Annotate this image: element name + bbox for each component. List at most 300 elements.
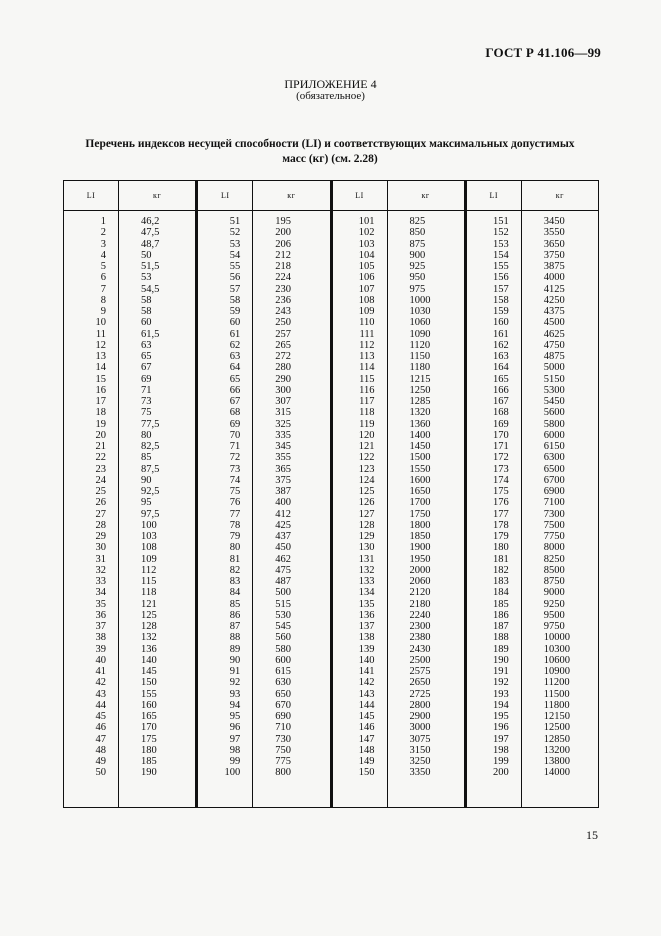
load-index-cell: 157 (493, 283, 509, 295)
load-index-cell: 13 (95, 351, 106, 362)
mass-cell: 825 (409, 216, 426, 227)
load-index-cell: 9 (100, 306, 106, 317)
load-index-cell: 194 (493, 699, 509, 711)
mass-cell: 67 (141, 362, 152, 374)
load-index-cell: 142 (358, 677, 375, 689)
load-index-cell: 147 (358, 733, 375, 745)
load-index-cell: 11 (95, 328, 106, 340)
mass-cell: 7300 (543, 508, 565, 520)
mass-cell: 3875 (543, 261, 565, 272)
li-column-header: LI (198, 181, 252, 211)
load-index-cell: 195 (493, 711, 509, 722)
load-index-cell: 29 (95, 531, 106, 542)
mass-cell: 1030 (409, 306, 431, 317)
load-index-cell: 101 (358, 216, 375, 227)
load-index-cell: 148 (358, 744, 375, 756)
mass-cell: 136 (141, 643, 157, 655)
mass-cell: 1800 (409, 519, 431, 531)
mass-cell: 206 (275, 238, 291, 250)
mass-cell: 1500 (409, 452, 431, 464)
mass-cell: 670 (275, 699, 291, 711)
mass-cell: 4750 (543, 339, 565, 351)
load-index-cell: 57 (229, 283, 241, 295)
mass-cell: 155 (141, 688, 157, 700)
mass-cell: 6300 (543, 452, 565, 464)
load-index-cell: 69 (229, 418, 241, 430)
mass-cell: 515 (275, 598, 291, 610)
mass-cell: 58 (141, 294, 152, 306)
load-index-cell: 59 (229, 306, 241, 317)
load-index-cell: 188 (493, 632, 509, 644)
load-index-cell: 14 (95, 362, 106, 374)
mass-cell: 2180 (409, 598, 431, 610)
load-index-cell: 40 (95, 654, 106, 666)
mass-cell: 13200 (543, 744, 570, 756)
mass-cell: 224 (275, 272, 291, 284)
load-index-cell: 124 (358, 474, 375, 486)
load-index-cell: 168 (493, 407, 509, 419)
load-index-cell: 107 (358, 283, 375, 295)
page-number: 15 (586, 828, 598, 842)
mass-cell: 800 (275, 767, 291, 779)
mass-cell: 365 (275, 463, 291, 475)
load-index-cell: 170 (493, 429, 509, 441)
mass-cell: 4250 (543, 294, 565, 306)
mass-cell: 850 (409, 227, 426, 239)
mass-cell: 3250 (409, 756, 431, 767)
mass-cell: 1285 (409, 396, 431, 407)
mass-cell: 387 (275, 486, 291, 497)
load-index-cell: 30 (95, 542, 106, 554)
mass-cell: 775 (275, 756, 291, 767)
load-index-cell: 22 (95, 452, 106, 464)
mass-cell: 1120 (409, 339, 431, 351)
load-index-cell: 126 (358, 497, 375, 509)
mass-cell: 14000 (543, 767, 570, 779)
load-index-cell: 177 (493, 508, 509, 520)
mass-cell: 2300 (409, 621, 431, 632)
mass-cell: 8000 (543, 542, 565, 554)
load-index-cell: 104 (358, 249, 375, 261)
mass-cell: 1650 (409, 486, 431, 497)
load-index-cell: 3 (100, 238, 106, 250)
load-index-cell: 64 (229, 362, 241, 374)
load-index-cell: 187 (493, 621, 509, 632)
load-index-cell: 200 (493, 767, 509, 779)
kg-column (387, 181, 464, 807)
load-index-cell: 130 (358, 542, 375, 554)
mass-cell: 280 (275, 362, 291, 374)
mass-cell: 462 (275, 553, 291, 565)
mass-cell: 73 (141, 396, 152, 407)
mass-cell: 3350 (409, 767, 431, 779)
load-index-cell: 17 (95, 396, 106, 407)
mass-cell: 1180 (409, 362, 431, 374)
load-index-cell: 140 (358, 654, 375, 666)
table-column-group (195, 181, 329, 807)
mass-cell: 61,5 (141, 328, 160, 340)
load-index-cell: 8 (100, 294, 106, 306)
load-index-cell: 20 (95, 429, 106, 441)
load-index-cell: 91 (229, 666, 241, 677)
mass-cell: 50 (141, 249, 152, 261)
mass-cell: 4500 (543, 317, 565, 329)
mass-cell: 2650 (409, 677, 431, 689)
load-index-cell: 132 (358, 564, 375, 576)
mass-cell: 487 (275, 576, 291, 587)
load-index-cell: 100 (224, 767, 241, 779)
table-title-line-2: масс (кг) (см. 2.28) (282, 153, 378, 165)
load-index-cell: 87 (229, 621, 241, 632)
load-index-table (63, 180, 599, 808)
mass-cell: 150 (141, 677, 157, 689)
load-index-cell: 63 (229, 351, 241, 362)
load-index-cell: 137 (358, 621, 375, 632)
load-index-cell: 184 (493, 587, 509, 599)
mass-cell: 530 (275, 609, 291, 621)
kg-column-header: кг (253, 181, 329, 211)
mass-cell: 243 (275, 306, 291, 317)
load-index-cell: 61 (229, 328, 241, 340)
mass-cell: 145 (141, 666, 157, 677)
load-index-cell: 150 (358, 767, 375, 779)
load-index-cell: 90 (229, 654, 241, 666)
load-index-cell: 56 (229, 272, 241, 284)
mass-cell: 1750 (409, 508, 431, 520)
mass-cell: 118 (141, 587, 157, 599)
mass-cell: 1700 (409, 497, 431, 509)
mass-cell: 475 (275, 564, 291, 576)
mass-cell: 10000 (543, 632, 570, 644)
load-index-cell: 127 (358, 508, 375, 520)
load-index-cell: 2 (100, 227, 106, 239)
mass-cell: 8250 (543, 553, 565, 565)
mass-cell: 185 (141, 756, 157, 767)
load-index-cell: 158 (493, 294, 509, 306)
mass-cell: 3650 (543, 238, 565, 250)
mass-cell: 10300 (543, 643, 570, 655)
mass-cell: 500 (275, 587, 291, 599)
load-index-cell: 109 (358, 306, 375, 317)
mass-cell: 2500 (409, 654, 431, 666)
mass-cell: 300 (275, 384, 291, 396)
mass-cell: 13800 (543, 756, 570, 767)
mass-cell: 335 (275, 429, 291, 441)
mass-cell: 11800 (543, 699, 570, 711)
load-index-cell: 159 (493, 306, 509, 317)
mass-cell: 195 (275, 216, 291, 227)
mass-cell: 2725 (409, 688, 431, 700)
load-index-cell: 79 (229, 531, 241, 542)
mass-cell: 75 (141, 407, 152, 419)
load-index-cell: 34 (95, 587, 106, 599)
mass-cell: 545 (275, 621, 291, 632)
li-column-header: LI (333, 181, 387, 211)
load-index-cell: 164 (493, 362, 509, 374)
load-index-cell: 117 (359, 396, 375, 407)
load-index-cell: 6 (100, 272, 106, 284)
mass-cell: 2240 (409, 609, 431, 621)
load-index-cell: 134 (358, 587, 375, 599)
mass-cell: 112 (141, 564, 157, 576)
mass-cell: 290 (275, 373, 291, 385)
mass-cell: 121 (141, 598, 157, 610)
load-index-cell: 135 (358, 598, 375, 610)
mass-cell: 3150 (409, 744, 431, 756)
load-index-cell: 152 (493, 227, 509, 239)
load-index-cell: 118 (359, 407, 375, 419)
mass-cell: 3550 (543, 227, 565, 239)
mass-cell: 1250 (409, 384, 431, 396)
appendix-subtitle: (обязательное) (296, 90, 365, 102)
mass-cell: 580 (275, 643, 291, 655)
mass-cell: 60 (141, 317, 152, 329)
load-index-cell: 24 (95, 474, 106, 486)
mass-cell: 630 (275, 677, 291, 689)
mass-cell: 425 (275, 519, 291, 531)
mass-cell: 1215 (409, 373, 431, 385)
load-index-cell: 73 (229, 463, 241, 475)
mass-cell: 690 (275, 711, 291, 722)
li-column (198, 181, 252, 807)
mass-cell: 53 (141, 272, 152, 284)
mass-cell: 1000 (409, 294, 431, 306)
load-index-cell: 58 (229, 294, 241, 306)
mass-cell: 450 (275, 542, 291, 554)
mass-cell: 600 (275, 654, 291, 666)
load-index-cell: 31 (95, 553, 106, 565)
mass-cell: 87,5 (141, 463, 160, 475)
mass-cell: 1450 (409, 441, 431, 452)
mass-cell: 1950 (409, 553, 431, 565)
load-index-cell: 103 (358, 238, 375, 250)
mass-cell: 1900 (409, 542, 431, 554)
load-index-cell: 183 (493, 576, 509, 587)
load-index-cell: 15 (95, 373, 106, 385)
load-index-cell: 186 (493, 609, 509, 621)
load-index-cell: 160 (493, 317, 509, 329)
load-index-cell: 81 (229, 553, 241, 565)
load-index-cell: 92 (229, 677, 241, 689)
li-column-header: LI (64, 181, 118, 211)
mass-cell: 175 (141, 733, 157, 745)
mass-cell: 1850 (409, 531, 431, 542)
load-index-cell: 96 (229, 722, 241, 734)
appendix-title: ПРИЛОЖЕНИЕ 4 (284, 77, 377, 91)
load-index-cell: 161 (493, 328, 509, 340)
load-index-cell: 93 (229, 688, 241, 700)
load-index-cell: 27 (95, 508, 106, 520)
load-index-cell: 145 (358, 711, 375, 722)
load-index-cell: 122 (358, 452, 375, 464)
mass-cell: 875 (409, 238, 426, 250)
load-index-cell: 52 (229, 227, 241, 239)
load-index-cell: 198 (493, 744, 509, 756)
mass-cell: 165 (141, 711, 157, 722)
load-index-cell: 21 (95, 441, 106, 452)
mass-cell: 9250 (543, 598, 565, 610)
mass-cell: 180 (141, 744, 157, 756)
load-index-cell: 76 (229, 497, 241, 509)
table-column-group (330, 181, 464, 807)
mass-cell: 69 (141, 373, 152, 385)
load-index-cell: 5 (100, 261, 106, 272)
mass-cell: 97,5 (141, 508, 160, 520)
mass-cell: 54,5 (141, 283, 160, 295)
load-index-cell: 189 (493, 643, 509, 655)
mass-cell: 9500 (543, 609, 565, 621)
mass-cell: 190 (141, 767, 157, 779)
load-index-cell: 180 (493, 542, 509, 554)
load-index-cell: 88 (229, 632, 241, 644)
mass-cell: 11500 (543, 688, 570, 700)
mass-cell: 125 (141, 609, 157, 621)
mass-cell: 5300 (543, 384, 565, 396)
mass-cell: 7750 (543, 531, 565, 542)
mass-cell: 46,2 (141, 216, 160, 227)
load-index-cell: 36 (95, 609, 106, 621)
load-index-cell: 85 (229, 598, 241, 610)
load-index-cell: 162 (493, 339, 509, 351)
load-index-cell: 41 (95, 666, 106, 677)
load-index-cell: 72 (229, 452, 241, 464)
load-index-cell: 82 (229, 564, 241, 576)
mass-cell: 925 (409, 261, 426, 272)
load-index-cell: 171 (493, 441, 509, 452)
mass-cell: 170 (141, 722, 157, 734)
mass-cell: 325 (275, 418, 291, 430)
load-index-cell: 105 (358, 261, 375, 272)
load-index-cell: 66 (229, 384, 241, 396)
mass-cell: 615 (275, 666, 291, 677)
load-index-cell: 173 (493, 463, 509, 475)
mass-cell: 730 (275, 733, 291, 745)
load-index-cell: 153 (493, 238, 509, 250)
li-column (467, 181, 521, 807)
mass-cell: 3000 (409, 722, 431, 734)
mass-cell: 560 (275, 632, 291, 644)
mass-cell: 307 (275, 396, 291, 407)
load-index-cell: 185 (493, 598, 509, 610)
mass-cell: 230 (275, 283, 291, 295)
load-index-cell: 143 (358, 688, 375, 700)
mass-cell: 109 (141, 553, 157, 565)
mass-cell: 218 (275, 261, 291, 272)
mass-cell: 9000 (543, 587, 565, 599)
mass-cell: 5150 (543, 373, 565, 385)
load-index-cell: 98 (229, 744, 241, 756)
li-column (333, 181, 387, 807)
load-index-cell: 44 (95, 699, 106, 711)
load-index-cell: 108 (358, 294, 375, 306)
mass-cell: 1550 (409, 463, 431, 475)
table-title-line-1: Перечень индексов несущей способности (LI) и соответствующих максимальных допустимых (85, 138, 575, 150)
load-index-cell: 114 (359, 362, 375, 374)
load-index-cell: 37 (95, 621, 106, 632)
load-index-cell: 191 (493, 666, 509, 677)
load-index-cell: 190 (493, 654, 509, 666)
mass-cell: 400 (275, 497, 291, 509)
mass-cell: 4875 (543, 351, 565, 362)
table-title (75, 137, 585, 167)
mass-cell: 65 (141, 351, 152, 362)
kg-column-header: кг (388, 181, 464, 211)
load-index-cell: 155 (493, 261, 509, 272)
mass-cell: 4375 (543, 306, 565, 317)
load-index-cell: 165 (493, 373, 509, 385)
load-index-cell: 156 (493, 272, 509, 284)
mass-cell: 8500 (543, 564, 565, 576)
mass-cell: 71 (141, 384, 152, 396)
mass-cell: 6700 (543, 474, 565, 486)
load-index-cell: 94 (229, 699, 241, 711)
mass-cell: 2575 (409, 666, 431, 677)
mass-cell: 4000 (543, 272, 565, 284)
mass-cell: 92,5 (141, 486, 160, 497)
mass-cell: 100 (141, 519, 157, 531)
mass-cell: 650 (275, 688, 291, 700)
mass-cell: 236 (275, 294, 291, 306)
mass-cell: 11200 (543, 677, 570, 689)
load-index-cell: 23 (95, 463, 106, 475)
load-index-cell: 1 (100, 216, 106, 227)
mass-cell: 108 (141, 542, 157, 554)
load-index-cell: 71 (229, 441, 241, 452)
load-index-cell: 35 (95, 598, 106, 610)
load-index-cell: 33 (95, 576, 106, 587)
load-index-cell: 174 (493, 474, 509, 486)
load-index-cell: 179 (493, 531, 509, 542)
kg-column (521, 181, 598, 807)
load-index-cell: 75 (229, 486, 241, 497)
mass-cell: 95 (141, 497, 152, 509)
mass-cell: 900 (409, 249, 426, 261)
load-index-cell: 12 (95, 339, 106, 351)
mass-cell: 975 (409, 283, 426, 295)
load-index-cell: 68 (229, 407, 241, 419)
load-index-cell: 181 (493, 553, 509, 565)
mass-cell: 2430 (409, 643, 431, 655)
load-index-cell: 193 (493, 688, 509, 700)
load-index-cell: 80 (229, 542, 241, 554)
mass-cell: 2380 (409, 632, 431, 644)
li-column-header: LI (467, 181, 521, 211)
mass-cell: 115 (141, 576, 157, 587)
load-index-cell: 133 (358, 576, 375, 587)
load-index-cell: 10 (95, 317, 106, 329)
table-column-group (464, 181, 598, 807)
load-index-cell: 99 (229, 756, 241, 767)
mass-cell: 80 (141, 429, 152, 441)
mass-cell: 3450 (543, 216, 565, 227)
standard-designation: ГОСТ Р 41.106—99 (485, 45, 601, 60)
mass-cell: 82,5 (141, 441, 160, 452)
load-index-cell: 116 (359, 384, 375, 396)
mass-cell: 7100 (543, 497, 565, 509)
mass-cell: 265 (275, 339, 291, 351)
mass-cell: 6150 (543, 441, 565, 452)
load-index-cell: 111 (359, 328, 375, 340)
mass-cell: 63 (141, 339, 152, 351)
mass-cell: 8750 (543, 576, 565, 587)
load-index-cell: 192 (493, 677, 509, 689)
mass-cell: 6500 (543, 463, 565, 475)
load-index-cell: 102 (358, 227, 375, 239)
load-index-cell: 149 (358, 756, 375, 767)
mass-cell: 9750 (543, 621, 565, 632)
load-index-cell: 47 (95, 733, 106, 745)
kg-column-header: кг (119, 181, 195, 211)
